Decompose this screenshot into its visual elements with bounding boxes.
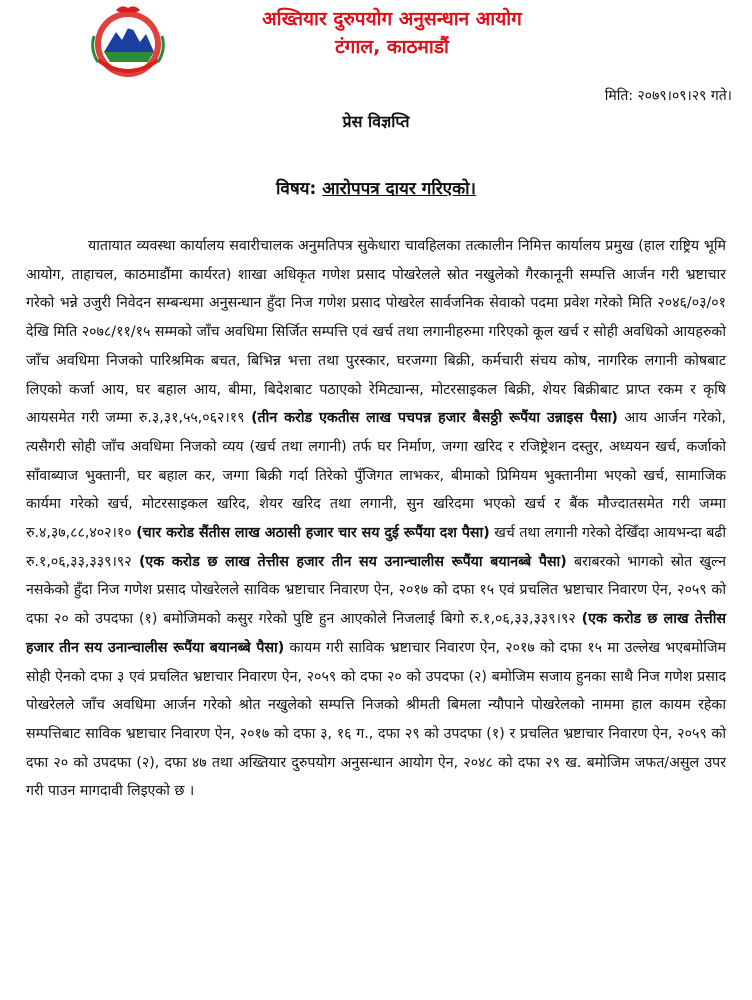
- body-segment-3: खर्च तथा लगानी गरेको देखिँदा आयभन्दा बढी रु.१,०६,३३,३३९।९२: [26, 525, 726, 570]
- press-release-title: प्रेस विज्ञप्ति: [342, 112, 410, 131]
- body-text: [26, 232, 726, 806]
- subject-text: आरोपपत्र दायर गरिएको।: [322, 179, 476, 199]
- organization-address: टंगाल, काठमाडौं: [335, 36, 449, 58]
- organization-name: अख्तियार दुरुपयोग अनुसन्धान आयोग: [262, 8, 522, 30]
- body-segment-1: यातायात व्यवस्था कार्यालय सवारीचालक अनुमतिपत्र सुकेधारा चावहिलका तत्कालीन निमित्त कार्यालय प्रमुख (हाल राष्ट्रिय भूमि आयोग, ताहाचल, काठमाडौंमा कार्यरत) शाखा अधिकृत गणेश प्रसाद पोखरेलले स्रोत नखुलेको गैरकानूनी सम्पत्ति आर्जन गरी भ्रष्टाचार गरेको भन्ने उजुरी निवेदन सम्बन्धमा अनुसन्धान हुँदा निज गणेश प्रसाद पोखरेल सार्वजनिक सेवाको पदमा प्रवेश गरेको मिति २०४६/०३/०१ देखि मिति २०७८/११/१५ सम्मको जाँच अवधिमा सिर्जित सम्पत्ति एवं खर्च तथा लगानीहरुमा गरिएको कूल खर्च र सोही अवधिको आयहरुको जाँच अवधिमा निजको पारिश्रमिक बचत, बिभिन्न भत्ता तथा पुरस्कार, घरजग्गा बिक्री, कर्मचारी संचय कोष, नागरिक लगानी कोषबाट लिएको कर्जा आय, घर बहाल आय, बीमा, बिदेशबाट पठाएको रेमिट्यान्स, मोटरसाइकल बिक्री, शेयर बिक्रीबाट प्राप्त रकम र कृषि आयसमेत गरी जम्मा रु.३,३१,५५,०६२।१९: [26, 238, 726, 427]
- body-segment-2: आय आर्जन गरेको, त्यसैगरी सोही जाँच अवधिमा निजको व्यय (खर्च तथा लगानी) तर्फ घर निर्माण, जग्गा खरिद र रजिष्ट्रेशन दस्तुर, अध्ययन खर्च, कर्जाको साँवाब्याज भुक्तानी, घर बहाल कर, जग्गा बिक्री गर्दा तिरेको पुँजिगत लाभकर, बीमाको प्रिमियम भुक्तानीमा भएको खर्च, सामाजिक कार्यमा गरेको खर्च, मोटरसाइकल खरिद, शेयर खरिद तथा लगानी, सुन खरिदमा भएको खर्च र बैंक मौज्दातसमेत गरी जम्मा रु.४,३७,८८,४०२।१०: [26, 410, 726, 542]
- document-date: मिति: २०७९।०९।२९ गते।: [604, 88, 732, 104]
- subject-label: विषय:: [275, 179, 317, 199]
- income-amount-words: (तीन करोड एकतीस लाख पचपन्न हजार बैसठ्ठी रूपैंया उन्नाइस पैसा): [251, 410, 618, 427]
- organization-header: [232, 6, 552, 60]
- body-segment-5: कायम गरी साविक भ्रष्टाचार निवारण ऐन, २०१७ को दफा १५ मा उल्लेख भएबमोजिम सोही ऐनको दफा ३ एवं प्रचलित भ्रष्टाचार निवारण ऐन, २०५९ को दफा २० को उपदफा (२) बमोजिम सजाय हुनका साथै निज गणेश प्रसाद पोखरेलले जाँच अवधिमा आर्जन गरेको श्रोत नखुलेको सम्पत्ति निजको श्रीमती बिमला न्यौपाने पोखरेलको नाममा हाल कायम रहेका सम्पत्तिबाट साविक भ्रष्टाचार निवारण ऐन, २०१७ को दफा ३, १६ ग., दफा २९ को उपदफा (१) र प्रचलित भ्रष्टाचार निवारण ऐन, २०५९ को दफा २० को उपदफा (२), दफा ४७ तथा अख्तियार दुरुपयोग अनुसन्धान आयोग ऐन, २०४८ को दफा २९ ख. बमोजिम जफत/असुल उपर गरी पाउन मागदावी लिइएको छ ।: [26, 639, 726, 800]
- government-emblem: [86, 2, 170, 80]
- body-segment-4: बराबरको भागको स्रोत खुल्न नसकेको हुँदा निज गणेश प्रसाद पोखरेलले साविक भ्रष्टाचार निवारण ऐन, २०१७ को दफा १५ एवं प्रचलित भ्रष्टाचार निवारण ऐन, २०५९ को दफा २० को उपदफा (१) बमोजिमको कसुर गरेको पुष्टि हुन आएकोले निजलाई बिगो रु.१,०६,३३,३३९।९२: [26, 553, 727, 628]
- subject-line: [0, 176, 752, 199]
- expense-amount-words: (चार करोड सैंतीस लाख अठासी हजार चार सय दुई रूपैंया दश पैसा): [136, 525, 490, 542]
- main-paragraph: [26, 232, 726, 806]
- excess-amount-words: (एक करोड छ लाख तेत्तीस हजार तीन सय उनान्चालीस रूपैंया बयानब्बे पैसा): [138, 553, 567, 570]
- claim-amount-words: (एक करोड छ लाख तेत्तीस हजार तीन सय उनान्चालीस रूपैंया बयानब्बे पैसा): [26, 611, 726, 656]
